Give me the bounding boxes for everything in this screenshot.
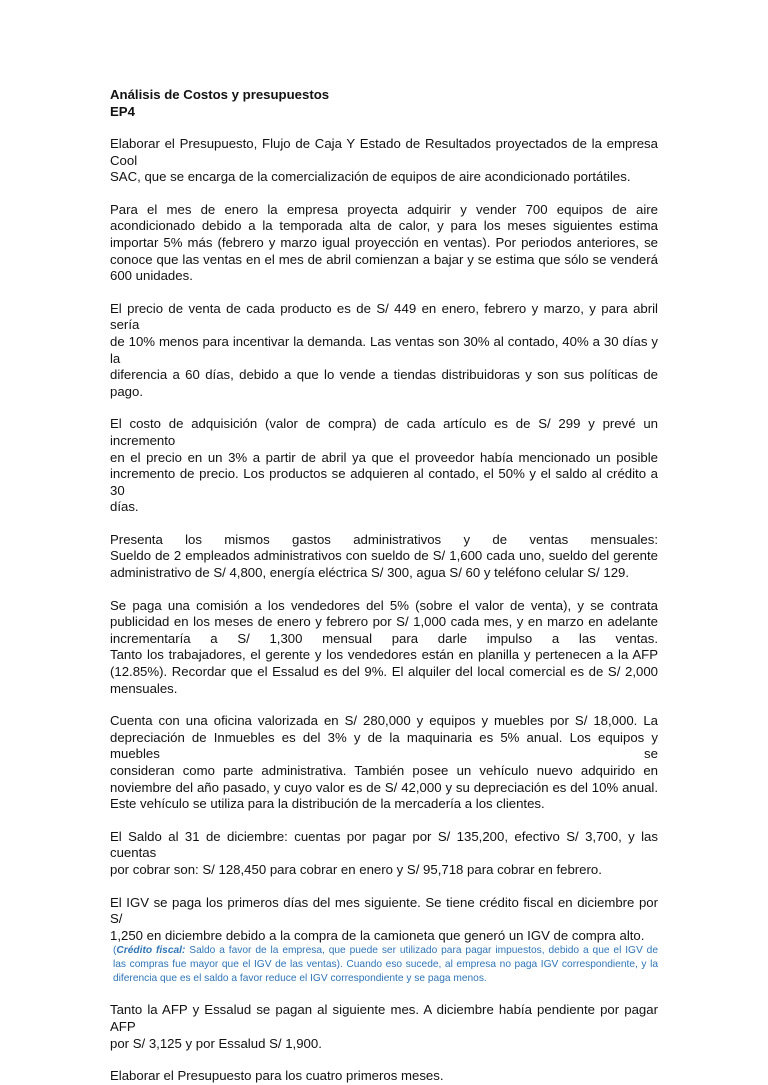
paragraph-intro [110, 136, 658, 186]
note-line-2: las compras fue mayor que el IGV de las ventas). Cuando eso sucede, al empresa no paga IGV correspondiente, y la [113, 959, 658, 971]
p2-line: acondicionado debido a la temporada alta de calor, y para los meses siguientes estima [110, 218, 658, 234]
p1-line: SAC, que se encarga de la comercialización de equipos de aire acondicionado portátiles. [110, 169, 631, 185]
paragraph-sales-volume [110, 202, 658, 285]
note-line-1: Saldo a favor de la empresa, que puede ser utilizado para pagar impuestos, debido a que el IGV de [185, 945, 658, 957]
p7-line: noviembre del año pasado, y cuyo valor es de S/ 42,000 y su depreciación es del 10% anual. [110, 779, 658, 795]
p6-line: publicidad en los meses de enero y febrero por S/ 1,000 cada mes, y en marzo en adelante [110, 614, 658, 630]
p7-line: depreciación de Inmuebles es del 3% y de la maquinaria es 5% anual. Los equipos y muebles se [110, 729, 658, 762]
paragraph-balances [110, 829, 658, 879]
p3-line: diferencia a 60 días, debido a que lo vende a tiendas distribuidoras y son sus políticas de pago. [110, 367, 658, 399]
p6-line: mensuales. [110, 680, 178, 696]
p6-line: Se paga una comisión a los vendedores del 5% (sobre el valor de venta), y se contrata [110, 597, 658, 613]
p6-line: incrementaría a S/ 1,300 mensual para darle impulso a las ventas. [110, 630, 658, 646]
p10-line: Tanto la AFP y Essalud se pagan al siguiente mes. A diciembre había pendiente por pagar AFP [110, 1002, 658, 1034]
paragraph-afp-essalud [110, 1002, 658, 1052]
p9-line: El IGV se paga los primeros días del mes siguiente. Se tiene crédito fiscal en diciembre por S/ [110, 894, 658, 927]
p11-line: Elaborar el Presupuesto para los cuatro primeros meses. [110, 1068, 444, 1084]
paragraph-admin-expenses [110, 532, 658, 582]
p2-line: conoce que las ventas en el mes de abril comienzan a bajar y se estima que sólo se venderá [110, 251, 658, 267]
p6-line: Tanto los trabajadores, el gerente y los vendedores están en planilla y pertenecen a la AFP [110, 647, 658, 663]
fiscal-credit-note [110, 944, 658, 986]
p3-line: de 10% menos para incentivar la demanda. Las ventas son 30% al contado, 40% a 30 días y la [110, 333, 658, 366]
p7-line: Este vehículo se utiliza para la distribución de la mercadería a los clientes. [110, 796, 545, 812]
p2-line: importar 5% más (febrero y marzo igual proyección en ventas). Por periodos anteriores, se [110, 234, 658, 250]
p3-line: El precio de venta de cada producto es de S/ 449 en enero, febrero y marzo, y para abril sería [110, 300, 658, 333]
p4-line: en el precio en un 3% a partir de abril ya que el proveedor había mencionado un posible [110, 449, 658, 465]
paragraph-acquisition-cost [110, 416, 658, 516]
p4-line: El costo de adquisición (valor de compra) de cada artículo es de S/ 299 y prevé un incremento [110, 416, 658, 448]
paragraph-sale-price [110, 301, 658, 401]
p6-line: (12.85%). Recordar que el Essalud es del 9%. El alquiler del local comercial es de S/ 2,000 [110, 664, 658, 680]
p7-line: Cuenta con una oficina valorizada en S/ 280,000 y equipos y muebles por S/ 18,000. La [110, 713, 658, 729]
document-subtitle: EP4 [110, 104, 135, 119]
p1-line: Elaborar el Presupuesto, Flujo de Caja Y Estado de Resultados proyectados de la empresa Cool [110, 136, 658, 168]
p8-line: por cobrar son: S/ 128,450 para cobrar en enero y S/ 95,718 para cobrar en febrero. [110, 861, 602, 877]
note-label: Crédito fiscal: [116, 945, 186, 957]
paragraph-assets-depreciation [110, 713, 658, 813]
paragraph-igv [110, 895, 658, 945]
p10-line: por S/ 3,125 y por Essalud S/ 1,900. [110, 1035, 322, 1051]
paragraph-commissions [110, 598, 658, 698]
p9-line: 1,250 en diciembre debido a la compra de la camioneta que generó un IGV de compra alto. [110, 927, 645, 943]
paragraph-final-task [110, 1068, 658, 1085]
p5-line: administrativo de S/ 4,800, energía eléctrica S/ 300, agua S/ 60 y teléfono celular S/ 129. [110, 565, 630, 581]
note-line-3: diferencia que es el saldo a favor reduce el IGV correspondiente y se paga menos. [113, 973, 487, 985]
p5-line: Sueldo de 2 empleados administrativos con sueldo de S/ 1,600 cada uno, sueldo del gerente [110, 548, 658, 564]
p8-line: El Saldo al 31 de diciembre: cuentas por pagar por S/ 135,200, efectivo S/ 3,700, y las cuentas [110, 828, 658, 861]
p4-line: días. [110, 499, 139, 515]
p5-line: Presenta los mismos gastos administrativos y de ventas mensuales: [110, 531, 658, 547]
note-open-paren: ( [113, 945, 117, 957]
p4-line: incremento de precio. Los productos se adquieren al contado, el 50% y el saldo al crédito a 30 [110, 466, 658, 498]
p2-line: Para el mes de enero la empresa proyecta adquirir y vender 700 equipos de aire [110, 201, 658, 217]
p2-line: 600 unidades. [110, 268, 193, 284]
document-title: Análisis de Costos y presupuestos [110, 87, 330, 102]
p7-line: consideran como parte administrativa. También posee un vehículo nuevo adquirido en [110, 763, 658, 778]
